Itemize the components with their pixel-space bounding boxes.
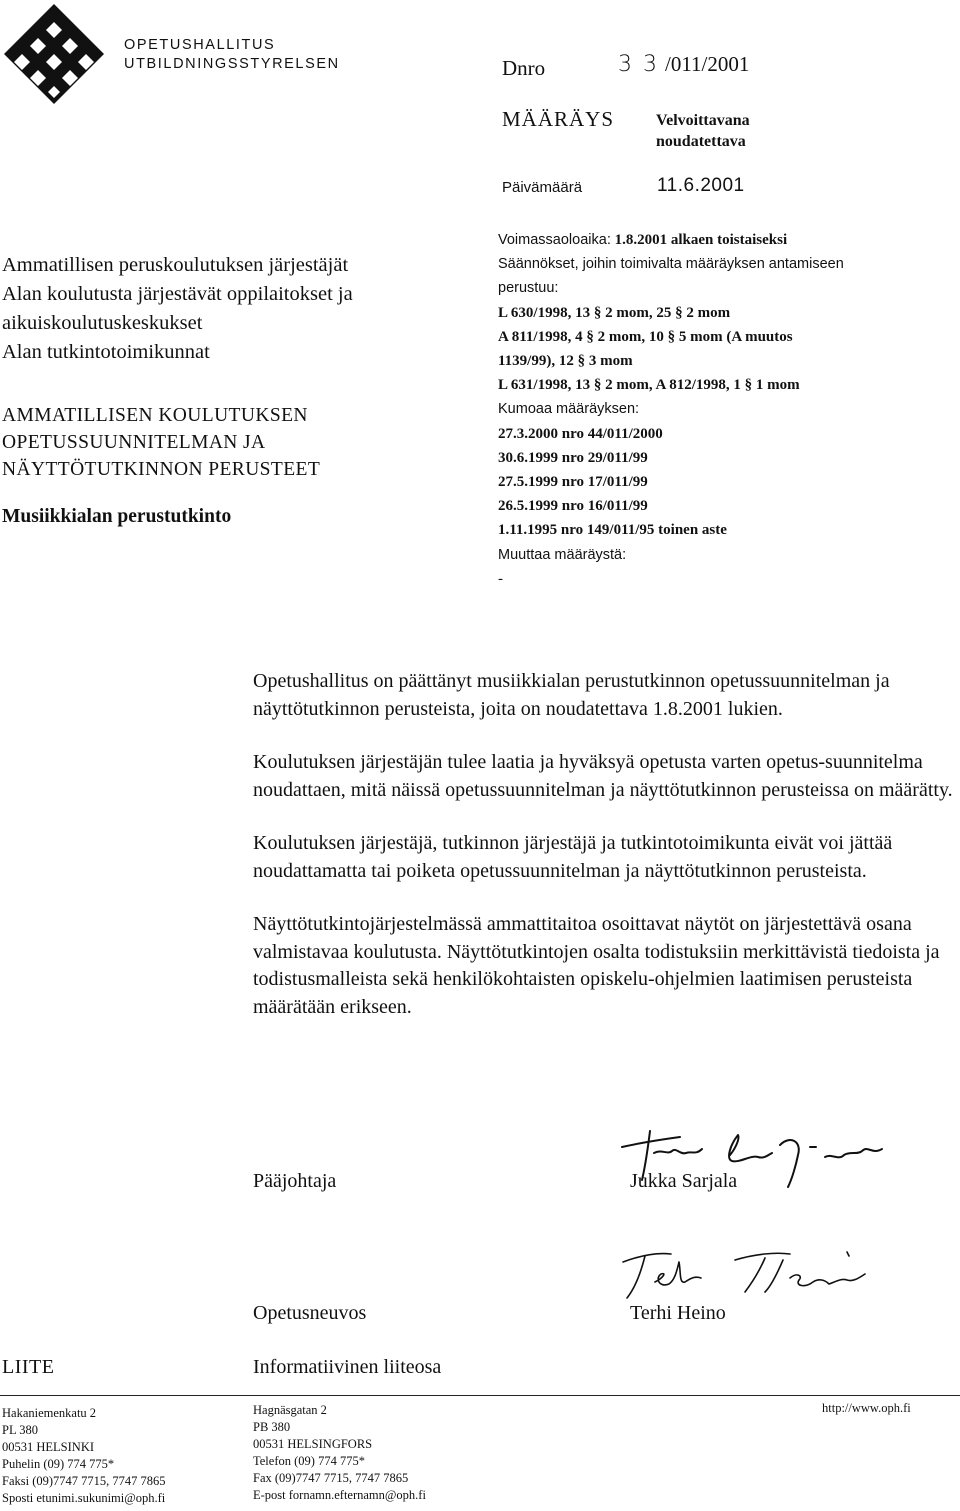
dnro-suffix: /011/2001 [665,52,750,76]
basis-line: 1139/99), 12 § 3 mom [498,353,633,370]
recipient-line: Alan koulutusta järjestävät oppilaitokset ja [2,283,353,305]
recipient-line: aikuiskoulutuskeskukset [2,312,203,334]
basis-line: A 811/1998, 4 § 2 mom, 10 § 5 mom (A muutos [498,328,793,345]
basis-line: L 630/1998, 13 § 2 mom, 25 § 2 mom [498,304,731,321]
validity-info [498,228,844,591]
dnro-value [618,52,749,77]
signatory-role: Pääjohtaja [253,1170,337,1192]
body-paragraph: Näyttötutkintojärjestelmässä ammattitaitoa osoittavat näytöt on järjestettävä osana valmistavaa koulutusta. Näyttötutkintojen osalta todistuksiin merkittävistä tiedoista ja todistusmalleista sekä henkilökohtaisten opiskelu-ohjelmien laatimisen perusteista määrätään erikseen. [253,913,940,1018]
document-title [2,402,320,483]
date-value: 11.6.2001 [657,175,745,196]
amends-label: Muuttaa määräystä: [498,546,627,563]
footer-line: 00531 HELSINKI [2,1440,95,1454]
date-label: Päivämäärä [502,179,583,196]
basis-line: L 631/1998, 13 § 2 mom, A 812/1998, 1 § 1 mom [498,377,800,394]
document-subtitle: Musiikkialan perustutkinto [2,506,232,527]
footer-line: Hagnäsgatan 2 [253,1403,327,1417]
basis-label-line: Säännökset, joihin toimivalta määräyksen antamiseen [498,256,844,273]
body-paragraph: Koulutuksen järjestäjän tulee laatia ja hyväksyä opetusta varten opetus-suunnitelma noudattaen, mitä näissä opetussuunnitelman ja näyttötutkinnon perusteissa on määrätty. [253,751,953,801]
footer-address-swedish [253,1402,426,1504]
footer-address-finnish [2,1405,166,1507]
signatory-name: Terhi Heino [630,1302,726,1324]
amends-value: - [498,570,503,587]
footer-divider [0,1395,960,1396]
repeals-line: 26.5.1999 nro 16/011/99 [498,498,648,515]
footer-line: Telefon (09) 774 775* [253,1454,365,1468]
dnro-label: Dnro [502,56,546,80]
repeals-label: Kumoaa määräyksen: [498,401,640,418]
organization-name [124,36,340,74]
repeals-line: 30.6.1999 nro 29/011/99 [498,449,648,466]
obligation-line: noudatettava [656,133,746,150]
footer-line: E-post fornamn.efternamn@oph.fi [253,1488,426,1502]
attachment-value: Informatiivinen liiteosa [253,1356,442,1378]
decision-body [253,668,957,1047]
signatory-name: Jukka Sarjala [630,1170,738,1192]
footer-web-link[interactable]: http://www.oph.fi [822,1401,911,1415]
signatory-role: Opetusneuvos [253,1302,367,1324]
attachment-label: LIITE [2,1356,55,1378]
footer-line: PB 380 [253,1420,291,1434]
footer-line: Faksi (09)7747 7715, 7747 7865 [2,1474,166,1488]
recipients-list [2,251,353,367]
dnro-handwritten-number: 3 3 [618,52,659,77]
title-line: AMMATILLISEN KOULUTUKSEN [2,405,308,426]
body-paragraph: Opetushallitus on päättänyt musiikkialan perustutkinnon opetussuunnitelman ja näyttötutkinnon perusteista, joita on noudatettava 1.8.2001 lukien. [253,670,890,720]
obligation-line: Velvoittavana [656,112,750,129]
recipient-line: Alan tutkintotoimikunnat [2,341,210,363]
footer-line: PL 380 [2,1423,38,1437]
organization-name-sv: UTBILDNINGSSTYRELSEN [124,56,340,72]
basis-label-line: perustuu: [498,280,559,297]
repeals-line: 27.5.1999 nro 17/011/99 [498,474,648,491]
repeals-line: 27.3.2000 nro 44/011/2000 [498,425,663,442]
footer-line: Hakaniemenkatu 2 [2,1406,97,1420]
valid-value: 1.8.2001 alkaen toistaiseksi [614,232,788,248]
valid-label: Voimassaoloaika: [498,232,611,248]
repeals-line: 1.11.1995 nro 149/011/95 toinen aste [498,522,727,539]
footer-line: Sposti etunimi.sukunimi@oph.fi [2,1491,166,1505]
footer-line: Fax (09)7747 7715, 7747 7865 [253,1471,409,1485]
signature-terhi-heino-image [615,1238,915,1308]
footer-line: Puhelin (09) 774 775* [2,1457,115,1471]
footer-line: 00531 HELSINGFORS [253,1437,373,1451]
title-line: OPETUSSUUNNITELMAN JA [2,432,266,453]
body-paragraph: Koulutuksen järjestäjä, tutkinnon järjestäjä ja tutkintotoimikunta eivät voi jättää noudattamatta tai poiketa opetussuunnitelman ja näyttötutkinnon perusteista. [253,832,893,882]
obligation-note [656,110,856,152]
organization-logo-icon [4,4,104,104]
document-type: MÄÄRÄYS [502,107,615,131]
recipient-line: Ammatillisen peruskoulutuksen järjestäjät [2,254,349,276]
title-line: NÄYTTÖTUTKINNON PERUSTEET [2,459,321,480]
organization-name-fi: OPETUSHALLITUS [124,37,276,53]
